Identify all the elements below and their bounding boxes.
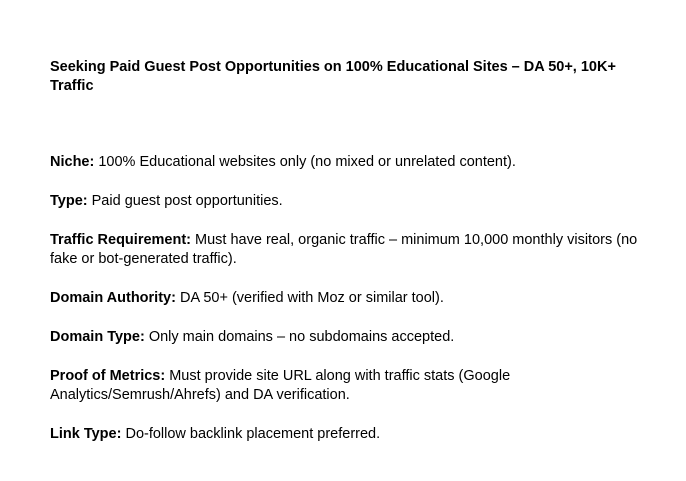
requirement-label: Domain Authority: [50,290,176,306]
requirement-text: Must have real, organic traffic – minimum 10,000 monthly visitors (no fake or bot-generated traffic). [50,232,638,267]
requirement-text: Only main domains – no subdomains accepted. [144,329,455,345]
requirement-text: 100% Educational websites only (no mixed or unrelated content). [94,154,516,170]
requirement-type [50,192,660,211]
requirement-label: Niche: [50,154,95,170]
requirement-text: Paid guest post opportunities. [87,193,283,209]
requirement-niche [50,153,660,172]
requirements-list [50,153,660,464]
requirement-label: Type: [50,193,88,209]
requirement-link-type [50,425,660,444]
requirement-text: Do-follow backlink placement preferred. [121,426,381,442]
requirement-label: Domain Type: [50,329,145,345]
requirement-traffic [50,231,660,269]
requirement-text: DA 50+ (verified with Moz or similar tool). [175,290,444,306]
document-title: Seeking Paid Guest Post Opportunities on 100% Educational Sites – DA 50+, 10K+ Traffic [50,59,616,94]
requirement-proof-of-metrics [50,367,660,405]
requirement-label: Traffic Requirement: [50,232,191,248]
requirement-text: Must provide site URL along with traffic stats (Google Analytics/Semrush/Ahrefs) and DA verification. [50,368,511,403]
requirement-label: Proof of Metrics: [50,368,166,384]
requirement-label: Link Type: [50,426,122,442]
requirement-domain-authority [50,289,660,308]
requirement-domain-type [50,328,660,347]
